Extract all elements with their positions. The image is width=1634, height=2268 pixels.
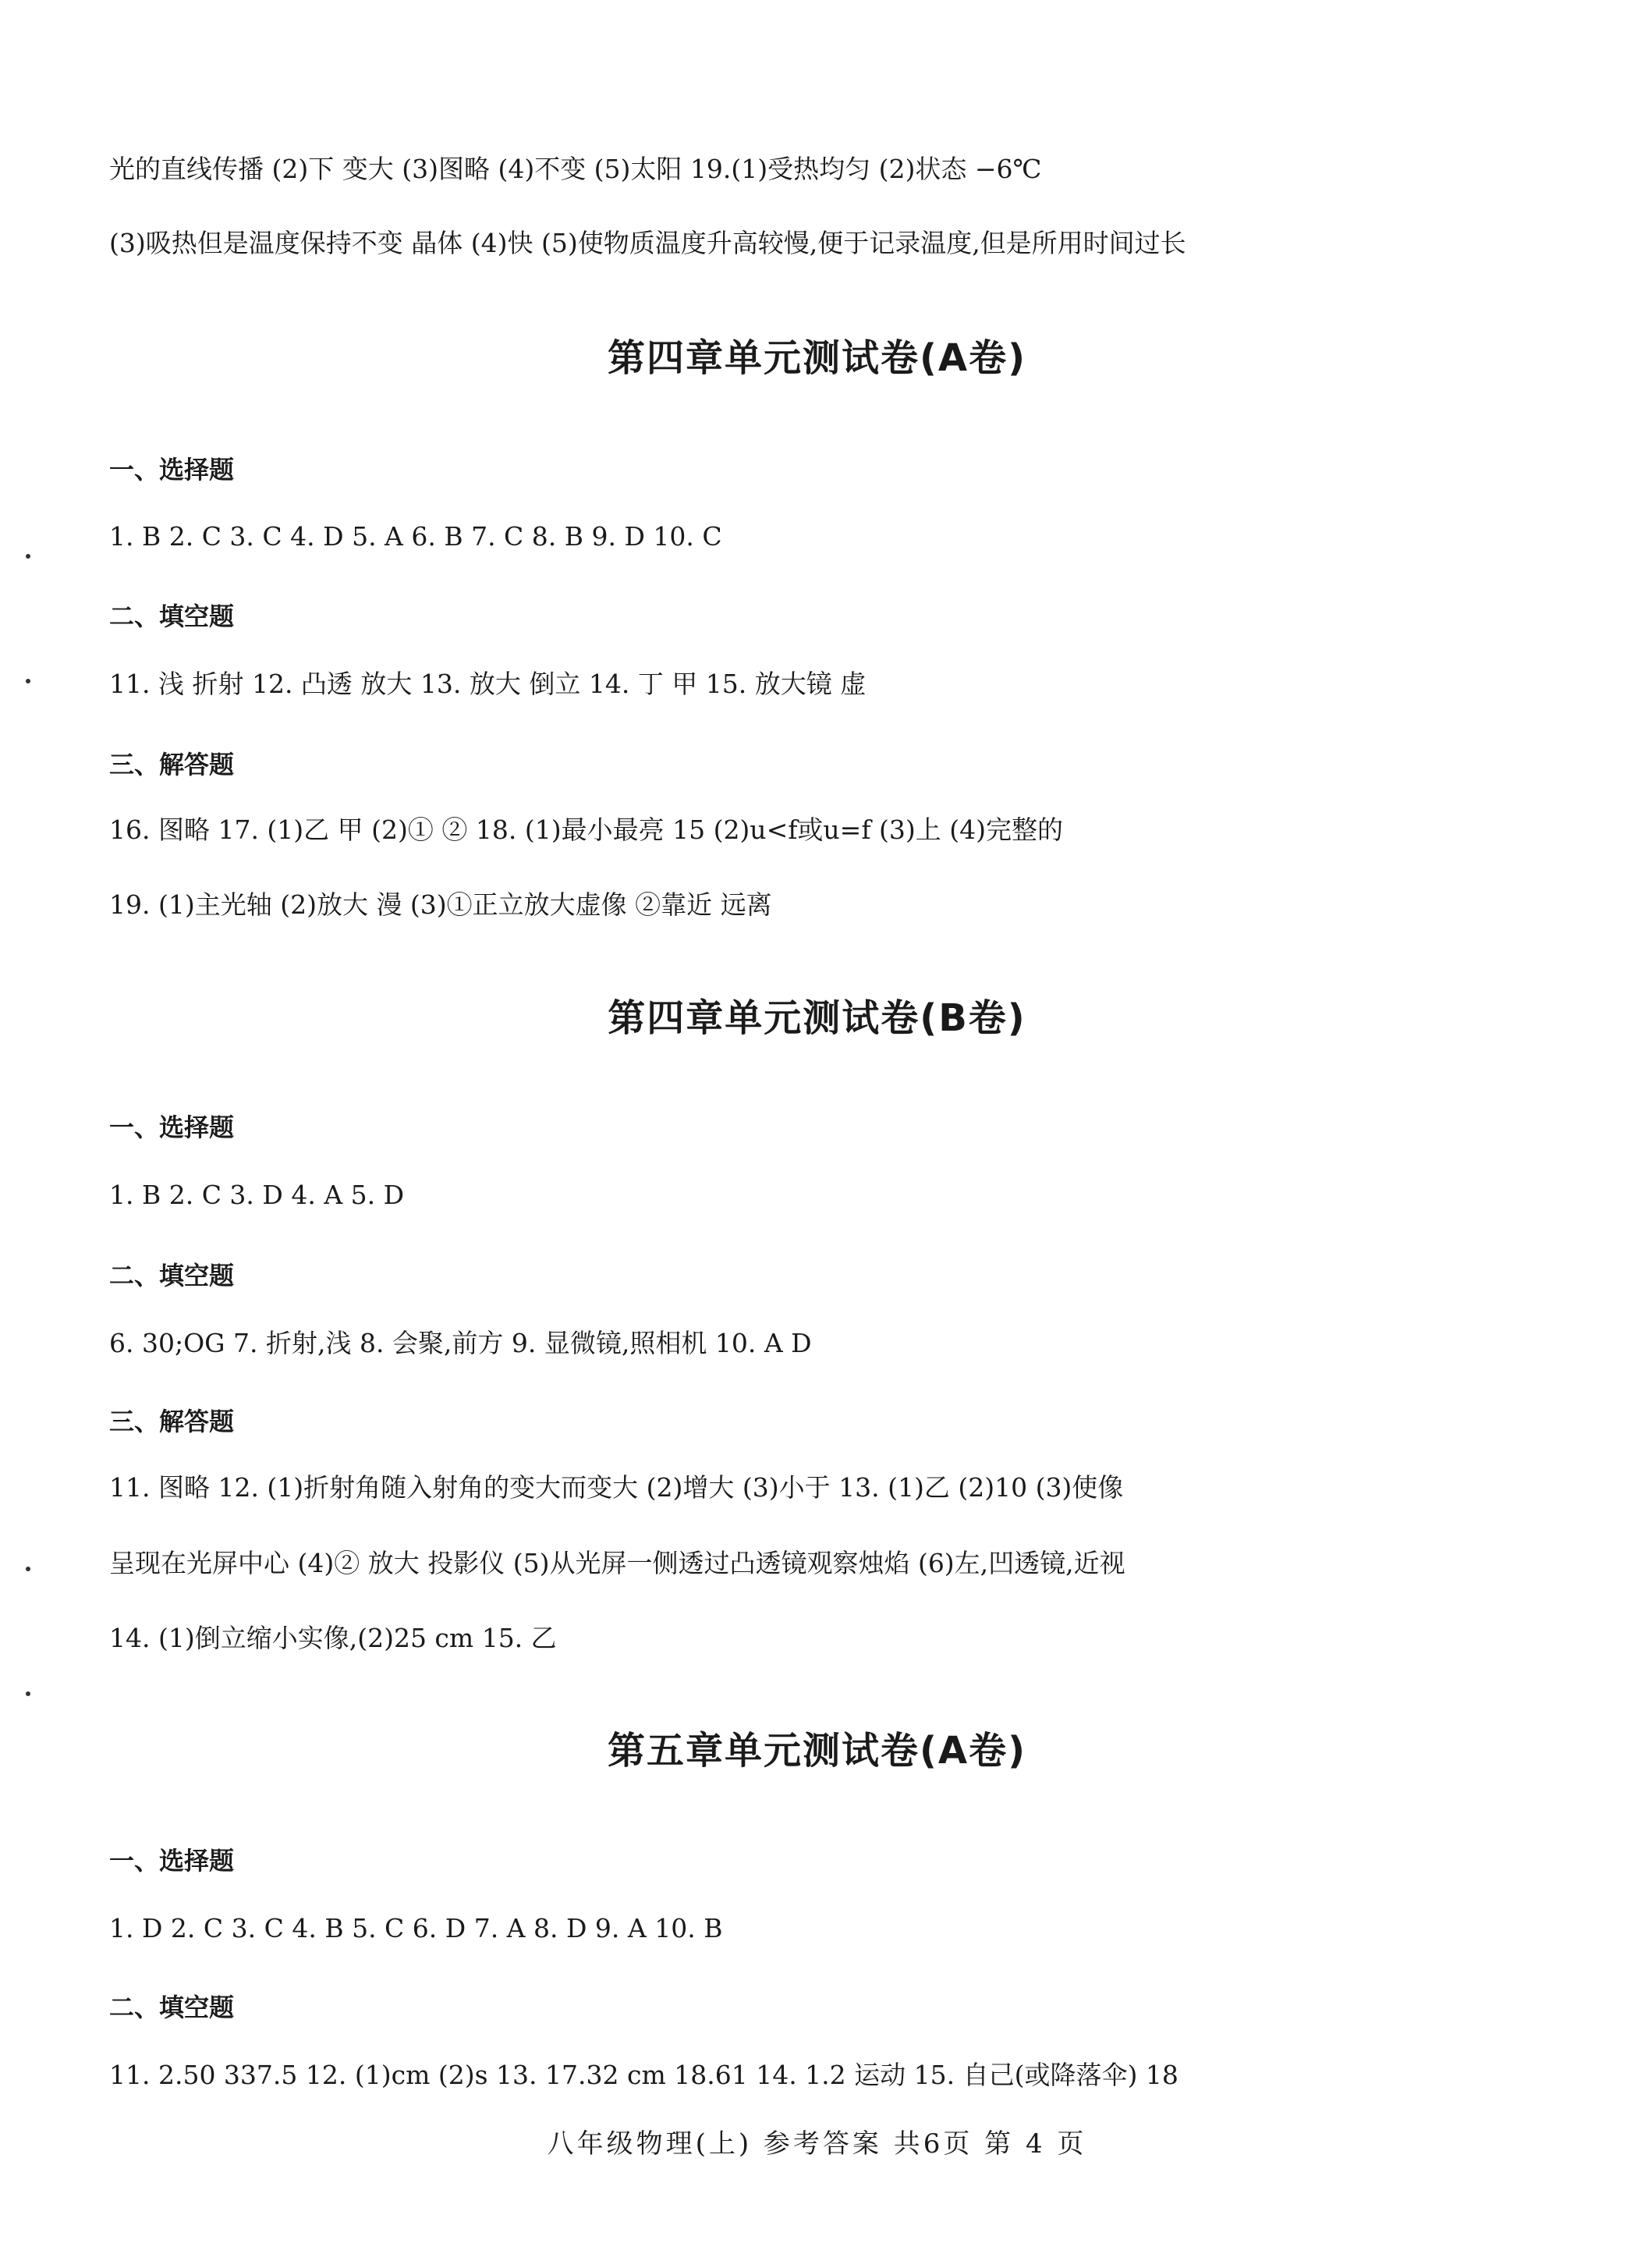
section-heading: 一、选择题 (109, 1113, 235, 1142)
scan-speck (26, 1691, 30, 1696)
section-heading: 一、选择题 (109, 455, 235, 484)
answer-line: 19. (1)主光轴 (2)放大 漫 (3)①正立放大虚像 ②靠近 远离 (109, 889, 772, 920)
answer-line: 11. 浅 折射 12. 凸透 放大 13. 放大 倒立 14. 丁 甲 15. 放大镜 虚 (109, 669, 867, 699)
section-heading: 三、解答题 (109, 750, 235, 779)
answer-line: 1. D 2. C 3. C 4. B 5. C 6. D 7. A 8. D 9. A 10. B (109, 1913, 723, 1943)
section-title: 第五章单元测试卷(A卷) (607, 1729, 1027, 1773)
page-footer: 八年级物理(上) 参考答案 共6页 第 4 页 (547, 2128, 1087, 2160)
answer-line: 1. B 2. C 3. C 4. D 5. A 6. B 7. C 8. B 9. D 10. C (109, 521, 722, 552)
section-title: 第四章单元测试卷(A卷) (607, 336, 1027, 380)
section-heading: 二、填空题 (109, 1261, 235, 1290)
answer-line: 16. 图略 17. (1)乙 甲 (2)① ② 18. (1)最小最亮 15 (2)u<f或u=f (3)上 (4)完整的 (109, 815, 1064, 845)
section-heading: 一、选择题 (109, 1846, 235, 1876)
answer-line: 呈现在光屏中心 (4)② 放大 投影仪 (5)从光屏一侧透过凸透镜观察烛焰 (6)左,凹透镜,近视 (109, 1548, 1125, 1578)
answer-line: 光的直线传播 (2)下 变大 (3)图略 (4)不变 (5)太阳 19.(1)受热均匀 (2)状态 −6℃ (109, 154, 1042, 184)
answer-line: 1. B 2. C 3. D 4. A 5. D (109, 1180, 405, 1210)
section-heading: 三、解答题 (109, 1407, 235, 1436)
answer-line: 14. (1)倒立缩小实像,(2)25 cm 15. 乙 (109, 1623, 557, 1653)
section-heading: 二、填空题 (109, 1993, 235, 2022)
answer-line: 11. 图略 12. (1)折射角随入射角的变大而变大 (2)增大 (3)小于 13. (1)乙 (2)10 (3)使像 (109, 1472, 1124, 1503)
answer-line: 6. 30;OG 7. 折射,浅 8. 会聚,前方 9. 显微镜,照相机 10. A D (109, 1328, 812, 1358)
scan-speck (26, 554, 30, 559)
answer-line: (3)吸热但是温度保持不变 晶体 (4)快 (5)使物质温度升高较慢,便于记录温度,但是所用时间过长 (109, 228, 1186, 258)
scan-speck (26, 679, 30, 683)
scan-speck (26, 1567, 30, 1571)
section-heading: 二、填空题 (109, 602, 235, 631)
answer-line: 11. 2.50 337.5 12. (1)cm (2)s 13. 17.32 cm 18.61 14. 1.2 运动 15. 自己(或降落伞) 18 (109, 2060, 1179, 2090)
section-title: 第四章单元测试卷(B卷) (608, 996, 1026, 1040)
